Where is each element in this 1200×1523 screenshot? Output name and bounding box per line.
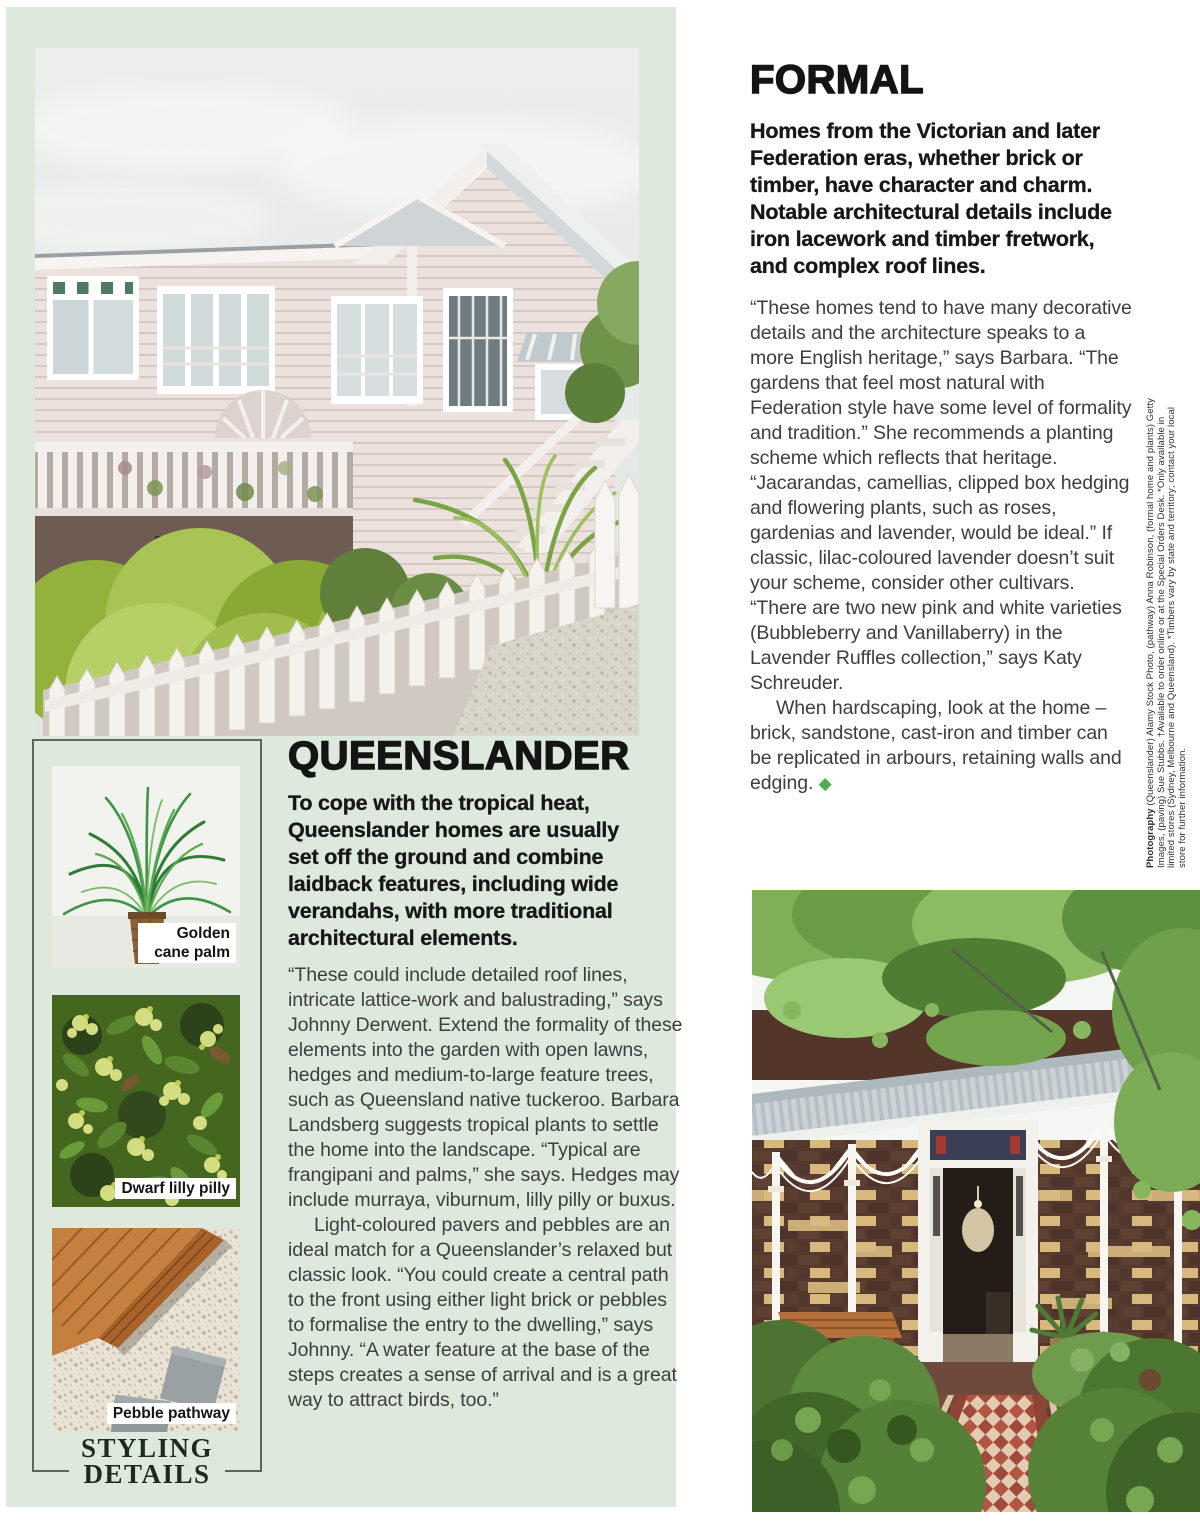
pebble-pathway-photo bbox=[52, 1228, 240, 1432]
formal-body bbox=[750, 296, 1134, 796]
styling-details-title-line1: STYLING bbox=[80, 1433, 214, 1463]
formal-paragraph-2 bbox=[750, 696, 1134, 796]
queenslander-paragraph-2: Light-coloured pavers and pebbles are an ideal match for a Queenslander’s relaxed but classic look. “You could create a central path to the front using either light brick or pebbles to formalise the entry to the dwelling,” says Johnny. “A water feature at the base of the steps creates a sense of arrival and is a great way to attract birds, too.” bbox=[288, 1214, 677, 1411]
dwarf-lilly-pilly-photo bbox=[52, 995, 240, 1207]
formal-paragraph-1: “These homes tend to have many decorative details and the architecture speaks to a more English heritage,” says Barbara. “The gardens that feel most natural with Federation style have some level of formality and tradition.” She recommends a planting scheme which reflects that heritage. “Jacarandas, camellias, clipped box hedging and flowering plants, such as roses, gardenias and lavender, would be ideal.” If classic, lilac-coloured lavender doesn’t suit your scheme, consider other cultivars. “There are two new pink and white varieties (Bubbleberry and Vanillaberry) in the Lavender Ruffles collection,” says Katy Schreuder. bbox=[750, 297, 1132, 694]
formal-intro: Homes from the Victorian and later Federation eras, whether brick or timber, have character and charm. Notable architectural details include iron lacework and timber fretwork, and complex roof lines. bbox=[750, 119, 1112, 278]
queenslander-intro: To cope with the tropical heat, Queenslander homes are usually set off the ground and combine laidback features, including wide verandahs, with more traditional architectural elements. bbox=[288, 791, 619, 950]
golden-cane-palm-photo bbox=[52, 766, 240, 968]
photo-caption: Golden cane palm bbox=[138, 923, 236, 963]
end-of-article-diamond: ◆ bbox=[818, 774, 832, 793]
queenslander-heading: QUEENSLANDER bbox=[288, 734, 630, 778]
formal-paragraph-2-text: When hardscaping, look at the home – brick, sandstone, cast-iron and timber can be replicated in arbours, retaining walls and edging. bbox=[750, 697, 1122, 794]
styling-details-sidebar bbox=[32, 739, 262, 1489]
photo-credits bbox=[1146, 388, 1188, 868]
federation-house-photo bbox=[752, 890, 1200, 1512]
queenslander-body bbox=[288, 963, 688, 1413]
formal-heading: FORMAL bbox=[750, 58, 925, 102]
styling-details-title-line2: DETAILS bbox=[83, 1459, 211, 1489]
photo-caption: Pebble pathway bbox=[107, 1403, 236, 1424]
photo-caption: Dwarf lilly pilly bbox=[115, 1178, 236, 1199]
photo-credits-text: (Queenslander) Alamy Stock Photo, (pathway) Anna Robinson, (formal home and plants) Getty Images, (paving) Sue Stubbs. †Available to order online or at the Special Orders Desk. *Only available in limited stores (Sydney, Melbourne and Queensland). *Timbers vary by state and territory; contact your local store for further information. bbox=[1145, 397, 1188, 868]
photo-credits-label: Photography bbox=[1145, 808, 1156, 868]
queenslander-paragraph-1: “These could include detailed roof lines, intricate lattice-work and balustrading,” says Johnny Derwent. Extend the formality of these elements into the garden with open lawns, hedges and medium-to-large feature trees, such as Queensland native tuckeroo. Barbara Landsberg suggests tropical plants to settle the home into the landscape. “Typical are frangipani and palms,” she says. Hedges may include murraya, viburnum, lilly pilly or buxus. bbox=[288, 964, 683, 1211]
queenslander-house-photo bbox=[35, 48, 639, 736]
styling-details-title bbox=[69, 1435, 225, 1487]
